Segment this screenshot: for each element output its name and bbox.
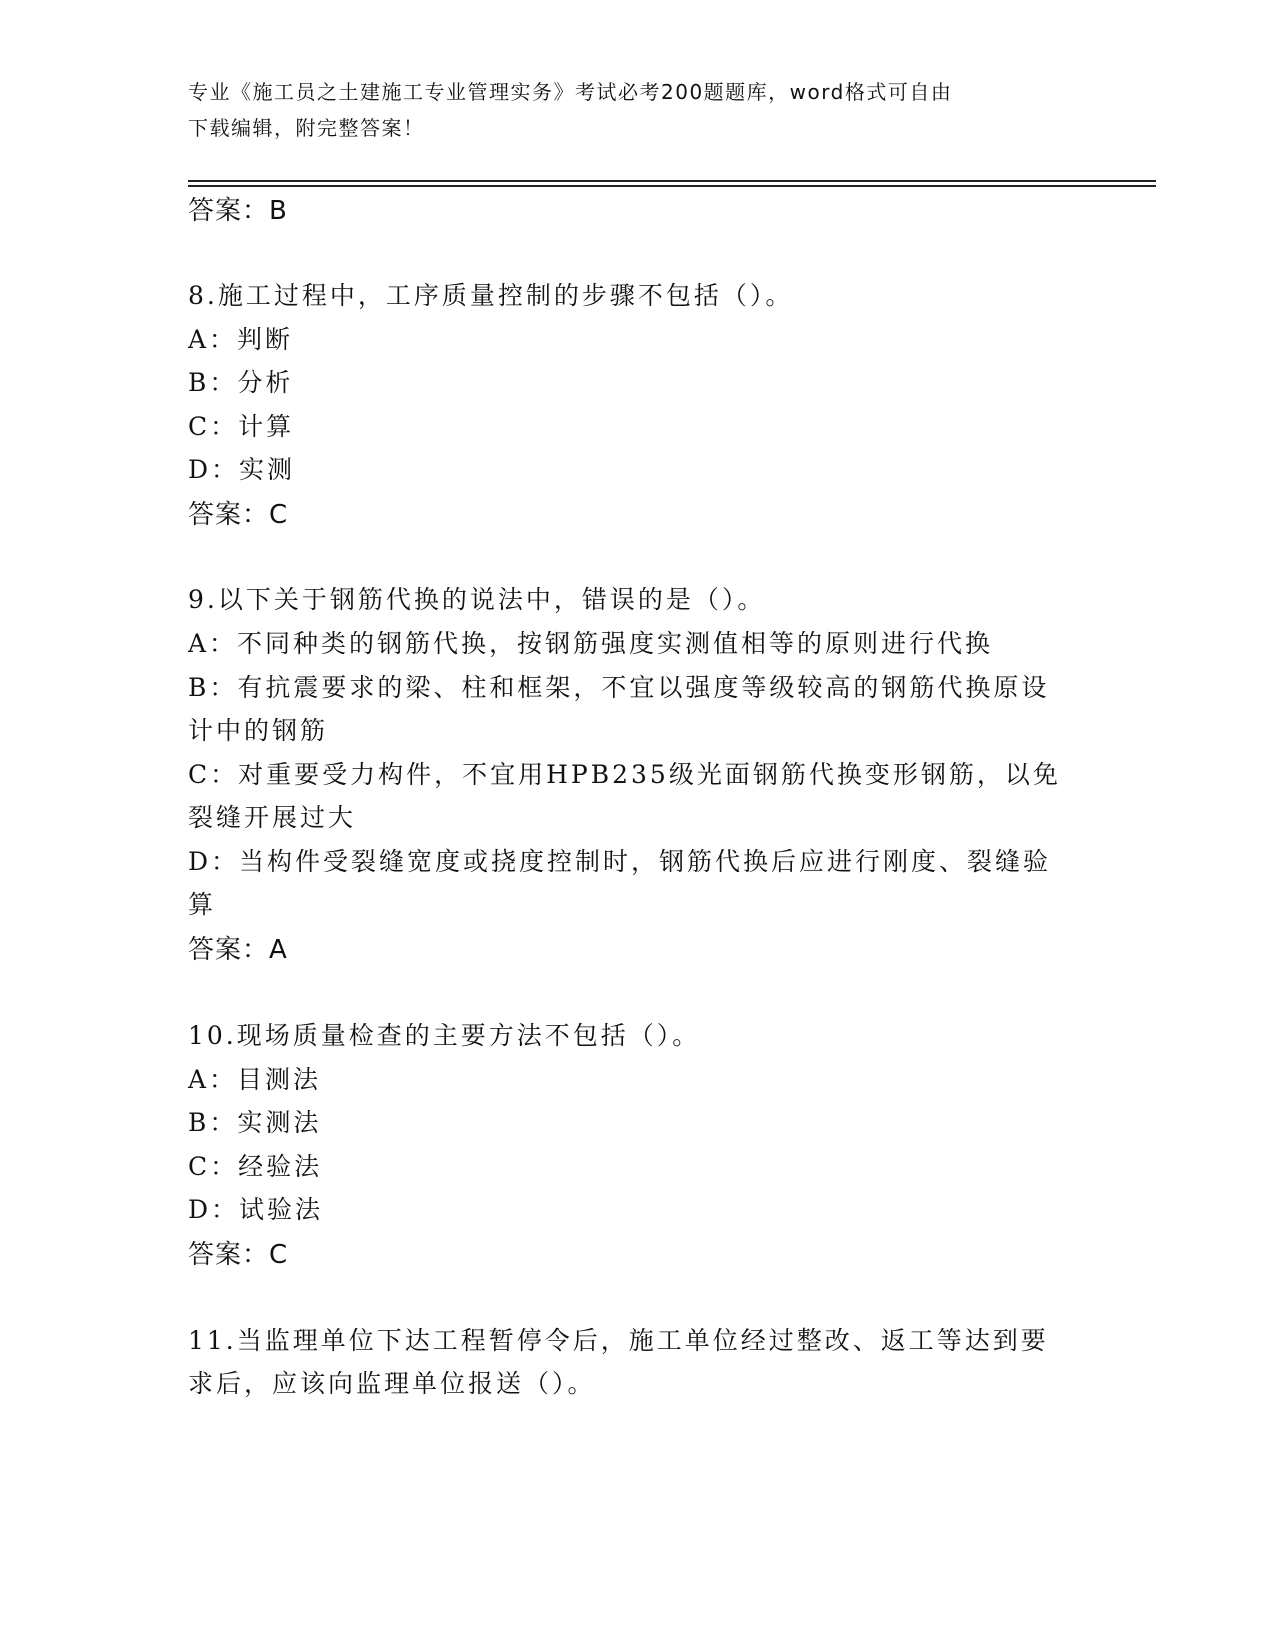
option-d: D：实测 (188, 455, 296, 484)
option-c: C：经验法 (188, 1152, 323, 1181)
option-a: A：判断 (188, 325, 294, 354)
answer-line: 答案：C (188, 1240, 289, 1270)
question-8: 8.施工过程中，工序质量控制的步骤不包括（）。 (188, 281, 794, 310)
option-d: D：当构件受裂缝宽度或挠度控制时，钢筋代换后应进行刚度、裂缝验 (188, 847, 1052, 876)
option-c: C：计算 (188, 412, 295, 441)
document-header (188, 74, 1068, 146)
header-line-1: 专业《施工员之土建施工专业管理实务》考试必考200题题库，word格式可自由 (188, 80, 953, 104)
question-11: 11.当监理单位下达工程暂停令后，施工单位经过整改、返工等达到要 (188, 1326, 1049, 1355)
option-b: B：分析 (188, 368, 294, 397)
question-10: 10.现场质量检查的主要方法不包括（）。 (188, 1021, 701, 1050)
option-a: A：目测法 (188, 1065, 322, 1094)
option-b: B：实测法 (188, 1108, 322, 1137)
header-line-2: 下载编辑，附完整答案！ (188, 116, 425, 140)
option-b: B：有抗震要求的梁、柱和框架，不宜以强度等级较高的钢筋代换原设 (188, 673, 1050, 702)
option-c: C：对重要受力构件，不宜用HPB235级光面钢筋代换变形钢筋，以免 (188, 760, 1061, 789)
answer-line: 答案：C (188, 500, 289, 530)
header-rule-bottom (188, 185, 1156, 187)
question-11-continued: 求后，应该向监理单位报送（）。 (188, 1369, 596, 1398)
header-rule-top (188, 180, 1156, 182)
option-c-continued: 裂缝开展过大 (188, 803, 357, 832)
option-d: D：试验法 (188, 1195, 324, 1224)
answer-line: 答案：B (188, 196, 288, 226)
question-9: 9.以下关于钢筋代换的说法中，错误的是（）。 (188, 585, 766, 614)
option-b-continued: 计中的钢筋 (188, 716, 329, 745)
option-d-continued: 算 (188, 890, 217, 919)
answer-line: 答案：A (188, 935, 288, 965)
option-a: A：不同种类的钢筋代换，按钢筋强度实测值相等的原则进行代换 (188, 629, 994, 658)
